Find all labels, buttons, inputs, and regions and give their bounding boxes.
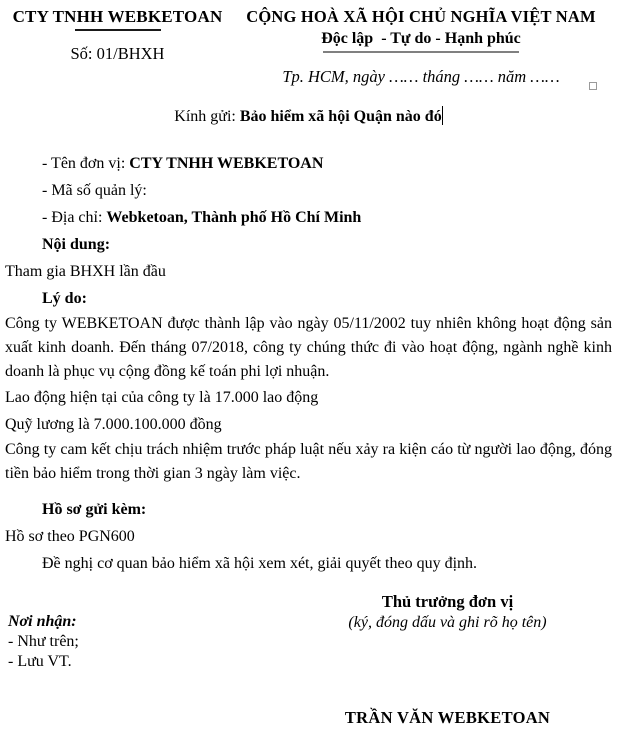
field-label: - Tên đơn vị: — [42, 155, 130, 172]
ly-do-paragraph: Công ty WEBKETOAN được thành lập vào ngày 05/11/2002 tuy nhiên không hoạt động sản xuất kinh doanh. Đến tháng 07/2018, công ty chúng thức đi vào hoạt động, ngành nghề kinh doanh là phục vụ cộng đồng kế toán phi lợi nhuận. — [5, 315, 612, 380]
field-label: - Mã số quản lý: — [42, 182, 147, 199]
recipient-item: - Lưu VT. — [8, 653, 72, 670]
de-nghi-text: Đề nghị cơ quan bảo hiểm xã hội xem xét, giải quyết theo quy định. — [42, 555, 478, 572]
document-header — [5, 6, 612, 87]
section-heading-noi-dung: Nội dung: — [42, 236, 111, 253]
signature-note: (ký, đóng dấu và ghi rõ họ tên) — [348, 614, 547, 631]
salary-fund-line: Quỹ lương là 7.000.100.000 đồng — [5, 416, 222, 433]
signature-title: Thủ trưởng đơn vị — [381, 592, 514, 611]
recipient-label: Kính gửi: — [174, 108, 240, 125]
text-cursor-icon — [442, 106, 443, 125]
section-heading-ho-so: Hồ sơ gửi kèm: — [42, 501, 147, 518]
field-value: CTY TNHH WEBKETOAN — [129, 155, 324, 172]
field-value: Webketoan, Thành phố Hồ Chí Minh — [106, 209, 362, 226]
place-date-line: Tp. HCM, ngày …… tháng …… năm …… — [282, 67, 560, 86]
anchor-square-icon — [589, 82, 597, 90]
recipient-value: Bảo hiểm xã hội Quận nào đó — [239, 108, 442, 125]
signature-title-block — [305, 591, 590, 633]
national-motto: Độc lập - Tự do - Hạnh phúc — [321, 30, 521, 47]
field-ten-don-vi — [42, 150, 612, 177]
section-heading-ly-do: Lý do: — [42, 290, 87, 307]
header-left-column — [5, 6, 230, 65]
recipient-item: - Như trên; — [8, 633, 79, 650]
noi-dung-text: Tham gia BHXH lần đầu — [5, 263, 166, 280]
recipient-line[interactable] — [5, 106, 612, 128]
labor-count-line: Lao động hiện tại của công ty là 17.000 lao động — [5, 389, 319, 406]
company-underline — [75, 29, 161, 31]
national-title: CỘNG HOÀ XÃ HỘI CHỦ NGHĨA VIỆT NAM — [246, 7, 596, 26]
field-dia-chi — [42, 204, 612, 231]
field-label: - Địa chỉ: — [42, 209, 107, 226]
signer-name: TRẦN VĂN WEBKETOAN — [344, 708, 551, 727]
commitment-paragraph: Công ty cam kết chịu trách nhiệm trước pháp luật nếu xảy ra kiện cáo từ người lao động, đóng tiền bảo hiểm trong thời gian 3 ngày làm việc. — [5, 441, 612, 482]
signature-section — [5, 591, 612, 736]
company-info-fields — [5, 150, 612, 231]
header-right-column — [230, 6, 612, 87]
company-name: CTY TNHH WEBKETOAN — [12, 7, 223, 26]
recipients-block — [8, 612, 79, 672]
document-number: Số: 01/BHXH — [70, 44, 165, 63]
spacer — [5, 486, 612, 496]
motto-underline — [323, 51, 519, 53]
recipients-heading: Nơi nhận: — [8, 613, 77, 630]
ho-so-text: Hồ sơ theo PGN600 — [5, 528, 135, 545]
field-ma-so-quan-ly — [42, 177, 612, 204]
